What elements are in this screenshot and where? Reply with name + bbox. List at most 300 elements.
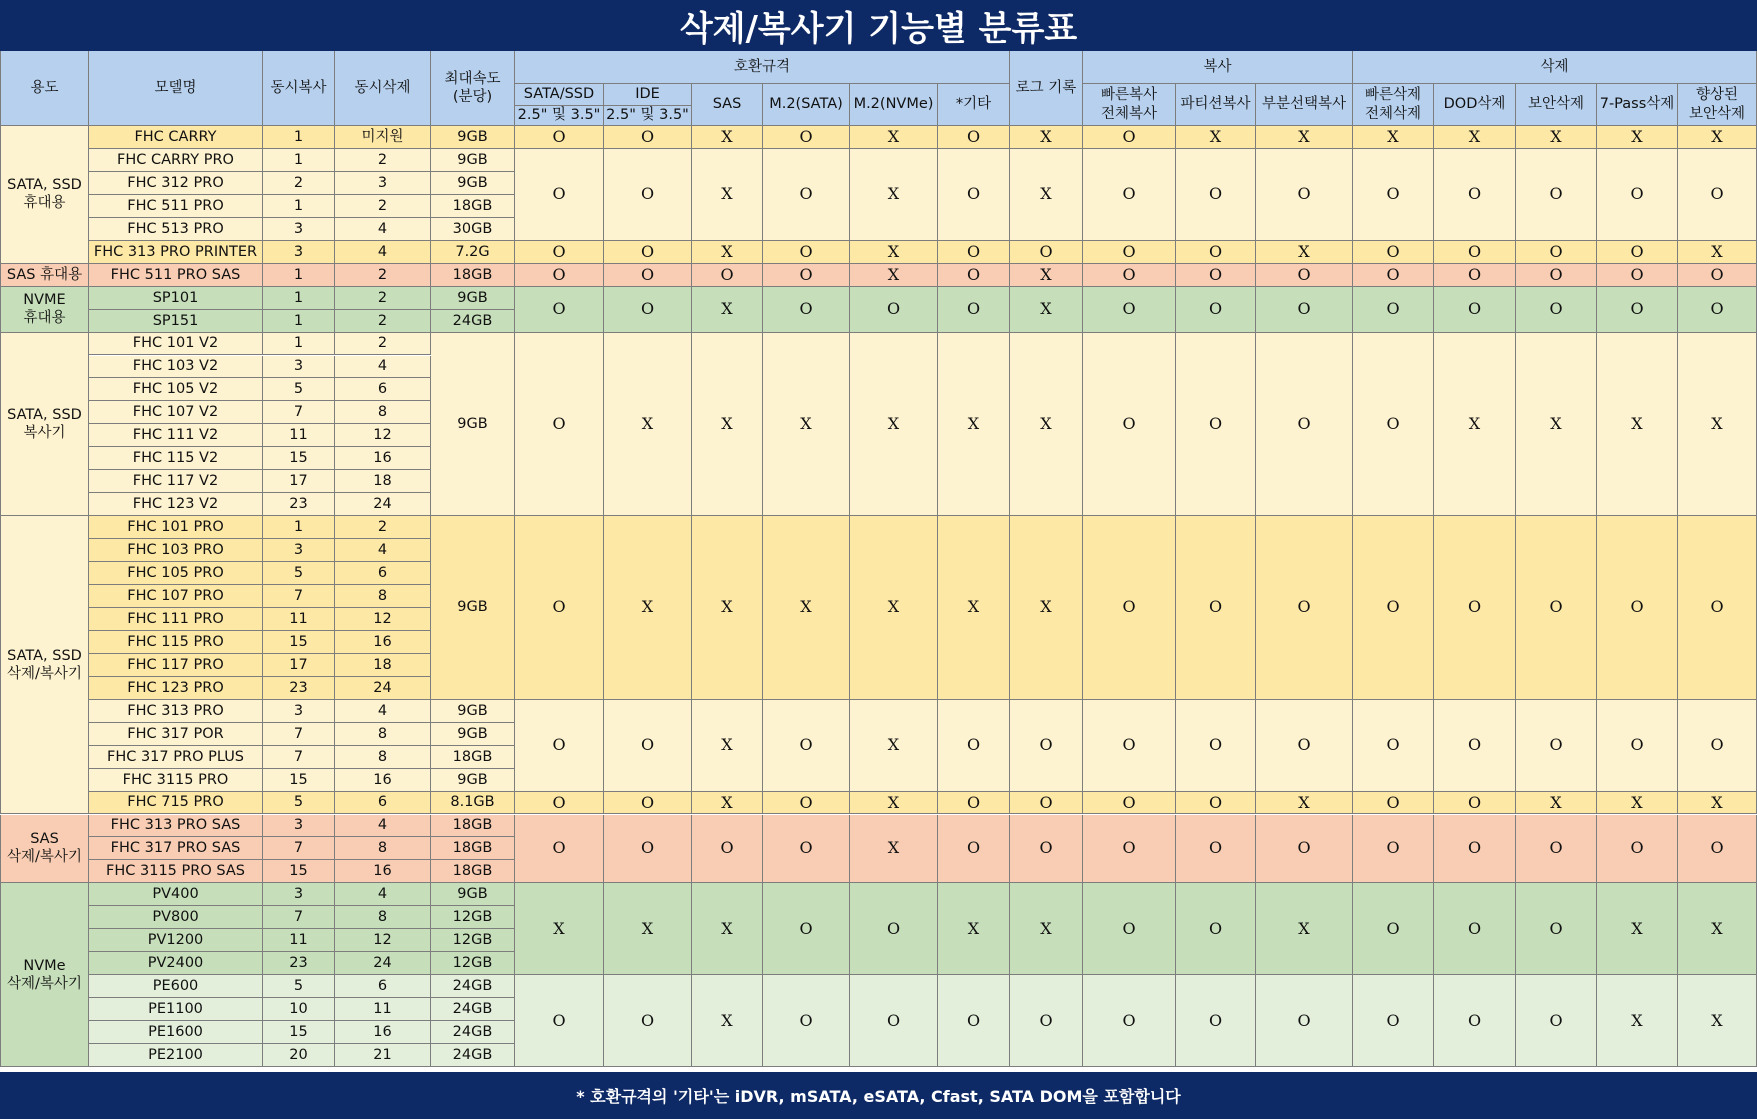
usage-group: SAS 삭제/복사기 (0, 815, 89, 884)
usage-group: NVME 휴대용 (0, 287, 89, 333)
support-mark: O (604, 264, 692, 287)
support-mark: O (1353, 287, 1434, 333)
support-mark: O (763, 975, 850, 1067)
sim-erase-count: 16 (335, 769, 431, 792)
support-mark: O (1434, 883, 1516, 975)
sim-erase-count: 3 (335, 172, 431, 195)
support-mark: O (1176, 792, 1256, 815)
model-name: FHC 3115 PRO (89, 769, 263, 792)
support-mark: O (1353, 264, 1434, 287)
sim-copy-count: 1 (263, 264, 335, 287)
model-name: FHC 117 V2 (89, 470, 263, 493)
support-mark: O (604, 149, 692, 241)
sim-erase-count: 2 (335, 333, 431, 356)
sim-erase-count: 24 (335, 677, 431, 700)
support-mark: O (1516, 241, 1597, 264)
support-mark: X (850, 815, 938, 884)
support-mark: X (763, 516, 850, 700)
support-mark: O (1678, 700, 1757, 792)
sim-copy-count: 15 (263, 631, 335, 654)
max-speed: 30GB (431, 218, 515, 241)
support-mark: O (1176, 149, 1256, 241)
sim-erase-count: 21 (335, 1044, 431, 1067)
sim-copy-count: 23 (263, 952, 335, 975)
support-mark: O (1083, 700, 1176, 792)
sim-erase-count: 4 (335, 356, 431, 379)
model-name: FHC 105 PRO (89, 562, 263, 585)
sim-erase-count: 4 (335, 883, 431, 906)
sim-erase-count: 18 (335, 654, 431, 677)
model-name: PV1200 (89, 929, 263, 952)
support-mark: O (1256, 264, 1353, 287)
support-mark: O (1353, 149, 1434, 241)
sim-erase-count: 12 (335, 424, 431, 447)
support-mark: O (515, 241, 604, 264)
model-name: FHC 117 PRO (89, 654, 263, 677)
support-mark: X (850, 700, 938, 792)
max-speed: 9GB (431, 700, 515, 723)
model-name: FHC 317 PRO SAS (89, 837, 263, 860)
support-mark: O (1256, 287, 1353, 333)
support-mark: O (604, 815, 692, 884)
support-mark: X (1678, 333, 1757, 517)
model-name: FHC 317 POR (89, 723, 263, 746)
sim-copy-count: 1 (263, 287, 335, 310)
usage-group: NVMe 삭제/복사기 (0, 883, 89, 1067)
support-mark: X (850, 126, 938, 149)
header-ide: IDE (604, 84, 692, 106)
model-name: FHC 313 PRO PRINTER (89, 241, 263, 264)
support-mark: X (604, 883, 692, 975)
model-name: FHC 123 PRO (89, 677, 263, 700)
sim-erase-count: 2 (335, 287, 431, 310)
max-speed: 24GB (431, 998, 515, 1021)
sim-erase-count: 16 (335, 1021, 431, 1044)
support-mark: O (1597, 149, 1678, 241)
usage-group: SATA, SSD 복사기 (0, 333, 89, 517)
support-mark: O (938, 126, 1010, 149)
support-mark: O (1678, 516, 1757, 700)
sim-erase-count: 18 (335, 470, 431, 493)
sim-erase-count: 8 (335, 401, 431, 424)
support-mark: X (1516, 333, 1597, 517)
usage-group: SATA, SSD 휴대용 (0, 126, 89, 264)
support-mark: X (1678, 883, 1757, 975)
support-mark: O (938, 149, 1010, 241)
title-text: 삭제/복사기 기능별 분류표 (679, 9, 1078, 49)
header-sata-ssd: SATA/SSD (515, 84, 604, 106)
max-speed: 24GB (431, 310, 515, 333)
sim-copy-count: 7 (263, 746, 335, 769)
support-mark: O (938, 287, 1010, 333)
support-mark: O (604, 241, 692, 264)
model-name: FHC CARRY PRO (89, 149, 263, 172)
sim-copy-count: 11 (263, 424, 335, 447)
sim-erase-count: 16 (335, 447, 431, 470)
support-mark: O (1434, 700, 1516, 792)
max-speed: 9GB (431, 126, 515, 149)
support-mark: O (1516, 516, 1597, 700)
sim-erase-count: 미지원 (335, 126, 431, 149)
support-mark: O (1516, 883, 1597, 975)
support-mark: X (692, 792, 763, 815)
support-mark: O (1597, 516, 1678, 700)
model-name: FHC 103 V2 (89, 356, 263, 379)
support-mark: X (1597, 333, 1678, 517)
max-speed: 7.2G (431, 241, 515, 264)
model-name: FHC 115 V2 (89, 447, 263, 470)
support-mark: O (1176, 700, 1256, 792)
header-partial-copy: 부분선택복사 (1256, 84, 1353, 126)
support-mark: O (1256, 815, 1353, 884)
support-mark: O (515, 126, 604, 149)
support-mark: O (1353, 333, 1434, 517)
support-mark: O (1353, 241, 1434, 264)
support-mark: X (1597, 975, 1678, 1067)
support-mark: O (515, 815, 604, 884)
support-mark: O (1434, 241, 1516, 264)
max-speed: 18GB (431, 264, 515, 287)
header-compat-group: 호환규격 (515, 51, 1010, 84)
support-mark: O (1083, 883, 1176, 975)
sim-erase-count: 6 (335, 562, 431, 585)
support-mark: X (1010, 333, 1083, 517)
support-mark: O (1597, 264, 1678, 287)
support-mark: X (850, 516, 938, 700)
support-mark: O (1434, 149, 1516, 241)
header-enhanced-erase: 향상된 보안삭제 (1678, 84, 1757, 126)
support-mark: O (1516, 264, 1597, 287)
support-mark: O (1010, 815, 1083, 884)
header-other: *기타 (938, 84, 1010, 126)
sim-erase-count: 8 (335, 906, 431, 929)
support-mark: X (850, 149, 938, 241)
support-mark: O (1353, 975, 1434, 1067)
support-mark: O (1597, 287, 1678, 333)
max-speed: 9GB (431, 333, 515, 517)
max-speed: 12GB (431, 906, 515, 929)
sim-erase-count: 11 (335, 998, 431, 1021)
support-mark: O (1083, 241, 1176, 264)
support-mark: O (1176, 883, 1256, 975)
support-mark: O (515, 264, 604, 287)
support-mark: X (1597, 792, 1678, 815)
max-speed: 9GB (431, 883, 515, 906)
support-mark: O (1353, 815, 1434, 884)
support-mark: X (692, 149, 763, 241)
support-mark: O (938, 975, 1010, 1067)
support-mark: O (1083, 516, 1176, 700)
model-name: FHC 511 PRO SAS (89, 264, 263, 287)
support-mark: X (1010, 287, 1083, 333)
support-mark: O (1176, 264, 1256, 287)
support-mark: O (1434, 516, 1516, 700)
sim-erase-count: 4 (335, 218, 431, 241)
support-mark: X (692, 883, 763, 975)
support-mark: X (1256, 792, 1353, 815)
support-mark: O (604, 126, 692, 149)
model-name: FHC 513 PRO (89, 218, 263, 241)
support-mark: O (604, 792, 692, 815)
max-speed: 9GB (431, 769, 515, 792)
support-mark: X (692, 241, 763, 264)
support-mark: O (850, 287, 938, 333)
support-mark: X (1678, 975, 1757, 1067)
support-mark: O (1597, 815, 1678, 884)
sim-erase-count: 6 (335, 378, 431, 401)
model-name: FHC 715 PRO (89, 792, 263, 815)
support-mark: O (1678, 149, 1757, 241)
model-name: FHC 313 PRO (89, 700, 263, 723)
model-name: PE600 (89, 975, 263, 998)
sim-copy-count: 23 (263, 677, 335, 700)
support-mark: O (1083, 149, 1176, 241)
usage-group: SATA, SSD 삭제/복사기 (0, 516, 89, 814)
header-dod-erase: DOD삭제 (1434, 84, 1516, 126)
sim-erase-count: 8 (335, 837, 431, 860)
model-name: FHC 107 PRO (89, 585, 263, 608)
sim-copy-count: 1 (263, 310, 335, 333)
support-mark: X (1010, 126, 1083, 149)
support-mark: O (850, 883, 938, 975)
sim-erase-count: 8 (335, 585, 431, 608)
support-mark: X (692, 975, 763, 1067)
max-speed: 18GB (431, 860, 515, 883)
support-mark: O (1434, 975, 1516, 1067)
support-mark: O (515, 516, 604, 700)
support-mark: O (763, 287, 850, 333)
model-name: FHC CARRY (89, 126, 263, 149)
sim-copy-count: 1 (263, 333, 335, 356)
model-name: FHC 101 PRO (89, 516, 263, 539)
support-mark: X (938, 516, 1010, 700)
sim-erase-count: 4 (335, 815, 431, 838)
support-mark: X (1597, 126, 1678, 149)
sim-erase-count: 8 (335, 723, 431, 746)
header-max-speed: 최대속도 (분당) (431, 51, 515, 126)
header-sim-copy: 동시복사 (263, 51, 335, 126)
model-name: FHC 3115 PRO SAS (89, 860, 263, 883)
support-mark: X (1353, 126, 1434, 149)
support-mark: O (938, 241, 1010, 264)
sim-copy-count: 1 (263, 126, 335, 149)
sim-copy-count: 3 (263, 700, 335, 723)
support-mark: O (692, 264, 763, 287)
support-mark: X (1010, 264, 1083, 287)
support-mark: O (1083, 126, 1176, 149)
sim-copy-count: 5 (263, 562, 335, 585)
sim-erase-count: 2 (335, 149, 431, 172)
support-mark: O (515, 333, 604, 517)
header-copy-group: 복사 (1083, 51, 1353, 84)
support-mark: O (1010, 241, 1083, 264)
support-mark: O (1256, 516, 1353, 700)
support-mark: O (763, 792, 850, 815)
model-name: PE1100 (89, 998, 263, 1021)
sim-copy-count: 15 (263, 447, 335, 470)
support-mark: O (1176, 516, 1256, 700)
support-mark: X (692, 287, 763, 333)
sim-erase-count: 2 (335, 195, 431, 218)
header-fast-erase: 빠른삭제 전체삭제 (1353, 84, 1434, 126)
support-mark: X (692, 700, 763, 792)
support-mark: O (1176, 815, 1256, 884)
support-mark: X (1010, 516, 1083, 700)
sim-copy-count: 1 (263, 149, 335, 172)
sim-copy-count: 3 (263, 539, 335, 562)
support-mark: O (1353, 700, 1434, 792)
support-mark: X (1678, 126, 1757, 149)
support-mark: O (938, 792, 1010, 815)
support-mark: O (1083, 264, 1176, 287)
support-mark: X (1597, 883, 1678, 975)
sim-erase-count: 4 (335, 241, 431, 264)
support-mark: X (938, 333, 1010, 517)
sim-copy-count: 23 (263, 493, 335, 516)
sim-copy-count: 3 (263, 883, 335, 906)
model-name: FHC 115 PRO (89, 631, 263, 654)
support-mark: X (1678, 792, 1757, 815)
sim-copy-count: 3 (263, 241, 335, 264)
support-mark: X (1434, 333, 1516, 517)
support-mark: X (1256, 241, 1353, 264)
support-mark: O (938, 264, 1010, 287)
sim-erase-count: 16 (335, 631, 431, 654)
support-mark: X (850, 333, 938, 517)
support-mark: O (1516, 700, 1597, 792)
support-mark: O (1516, 287, 1597, 333)
support-mark: O (1010, 700, 1083, 792)
header-log: 로그 기록 (1010, 51, 1083, 126)
max-speed: 9GB (431, 172, 515, 195)
max-speed: 18GB (431, 195, 515, 218)
support-mark: O (1256, 700, 1353, 792)
support-mark: O (604, 287, 692, 333)
max-speed: 8.1GB (431, 792, 515, 815)
support-mark: O (1176, 975, 1256, 1067)
sim-erase-count: 6 (335, 975, 431, 998)
max-speed: 9GB (431, 516, 515, 700)
support-mark: X (850, 241, 938, 264)
header-sata-ssd-size: 2.5" 및 3.5" (515, 106, 604, 126)
sim-copy-count: 15 (263, 860, 335, 883)
model-name: FHC 123 V2 (89, 493, 263, 516)
model-name: FHC 317 PRO PLUS (89, 746, 263, 769)
header-secure-erase: 보안삭제 (1516, 84, 1597, 126)
support-mark: O (1434, 287, 1516, 333)
sim-copy-count: 7 (263, 723, 335, 746)
support-mark: O (1678, 264, 1757, 287)
support-mark: O (763, 700, 850, 792)
support-mark: O (1434, 815, 1516, 884)
model-name: PE2100 (89, 1044, 263, 1067)
max-speed: 12GB (431, 929, 515, 952)
header-model: 모델명 (89, 51, 263, 126)
header-sas: SAS (692, 84, 763, 126)
support-mark: O (938, 700, 1010, 792)
support-mark: O (763, 149, 850, 241)
header-m2-nvme: M.2(NVMe) (850, 84, 938, 126)
sim-copy-count: 15 (263, 769, 335, 792)
model-name: FHC 111 V2 (89, 424, 263, 447)
sim-copy-count: 15 (263, 1021, 335, 1044)
support-mark: O (763, 883, 850, 975)
sim-copy-count: 3 (263, 218, 335, 241)
sim-copy-count: 7 (263, 837, 335, 860)
support-mark: O (1597, 241, 1678, 264)
model-name: FHC 313 PRO SAS (89, 815, 263, 838)
support-mark: X (1256, 126, 1353, 149)
support-mark: X (692, 333, 763, 517)
max-speed: 9GB (431, 287, 515, 310)
support-mark: O (1083, 792, 1176, 815)
support-mark: O (1353, 516, 1434, 700)
support-mark: O (938, 815, 1010, 884)
model-name: FHC 105 V2 (89, 378, 263, 401)
sim-copy-count: 5 (263, 975, 335, 998)
max-speed: 18GB (431, 746, 515, 769)
support-mark: X (1516, 792, 1597, 815)
header-7pass-erase: 7-Pass삭제 (1597, 84, 1678, 126)
support-mark: O (604, 975, 692, 1067)
sim-erase-count: 2 (335, 264, 431, 287)
support-mark: O (1256, 149, 1353, 241)
support-mark: O (604, 700, 692, 792)
support-mark: O (763, 815, 850, 884)
sim-erase-count: 24 (335, 952, 431, 975)
support-mark: X (1678, 241, 1757, 264)
sim-copy-count: 5 (263, 378, 335, 401)
sim-copy-count: 7 (263, 585, 335, 608)
support-mark: O (1597, 700, 1678, 792)
support-mark: X (515, 883, 604, 975)
sim-copy-count: 10 (263, 998, 335, 1021)
model-name: FHC 312 PRO (89, 172, 263, 195)
model-name: PE1600 (89, 1021, 263, 1044)
max-speed: 24GB (431, 1044, 515, 1067)
sim-copy-count: 20 (263, 1044, 335, 1067)
support-mark: O (692, 815, 763, 884)
sim-erase-count: 24 (335, 493, 431, 516)
support-mark: O (515, 975, 604, 1067)
support-mark: X (1516, 126, 1597, 149)
max-speed: 18GB (431, 837, 515, 860)
support-mark: X (1176, 126, 1256, 149)
sim-copy-count: 17 (263, 654, 335, 677)
model-name: FHC 101 V2 (89, 333, 263, 356)
sim-erase-count: 4 (335, 700, 431, 723)
sim-copy-count: 2 (263, 172, 335, 195)
support-mark: O (763, 241, 850, 264)
support-mark: O (1010, 975, 1083, 1067)
sim-erase-count: 16 (335, 860, 431, 883)
support-mark: O (1083, 333, 1176, 517)
model-name: FHC 111 PRO (89, 608, 263, 631)
sim-erase-count: 6 (335, 792, 431, 815)
sim-erase-count: 12 (335, 929, 431, 952)
support-mark: O (850, 975, 938, 1067)
header-ide-size: 2.5" 및 3.5" (604, 106, 692, 126)
support-mark: O (1434, 264, 1516, 287)
support-mark: X (1256, 883, 1353, 975)
support-mark: O (1516, 149, 1597, 241)
max-speed: 12GB (431, 952, 515, 975)
support-mark: O (1176, 241, 1256, 264)
header-partition-copy: 파티션복사 (1176, 84, 1256, 126)
header-m2-sata: M.2(SATA) (763, 84, 850, 126)
footnote-banner (0, 1072, 1757, 1119)
sim-copy-count: 11 (263, 608, 335, 631)
